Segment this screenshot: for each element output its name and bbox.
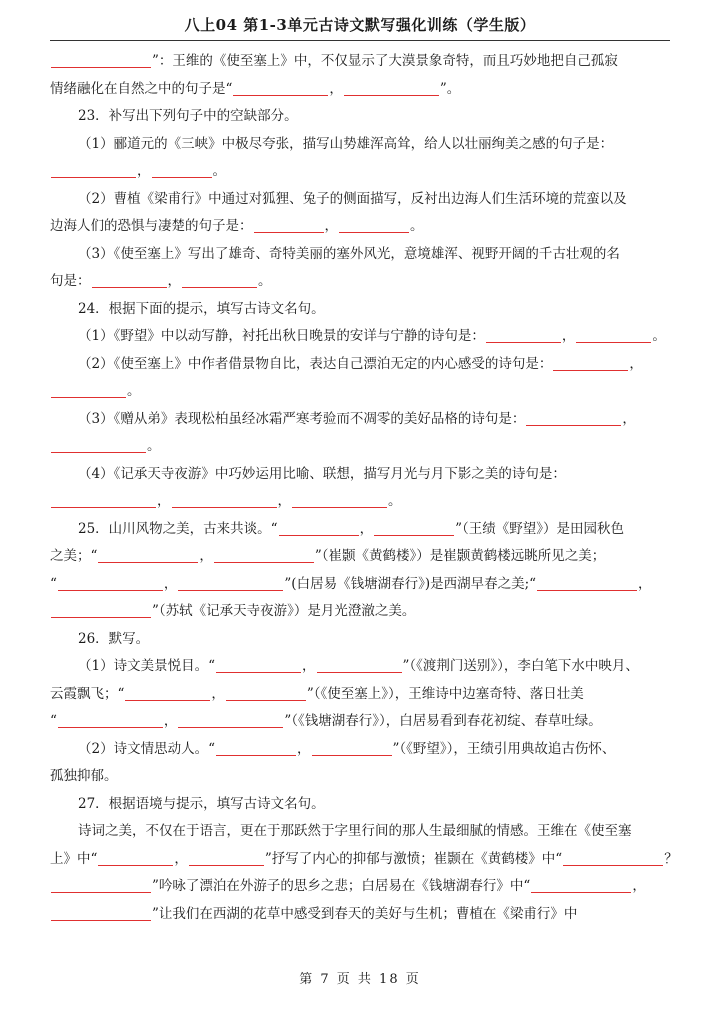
answer-blank[interactable] <box>374 519 454 536</box>
answer-blank[interactable] <box>279 519 359 536</box>
answer-blank[interactable] <box>344 79 439 96</box>
line-text: （4）《记承天寺夜游》中巧妙运用比喻、联想，描写月光与月下影之美的诗句是： <box>78 465 566 482</box>
text-line <box>50 653 670 681</box>
text-line <box>50 681 670 709</box>
header-divider <box>50 40 670 41</box>
answer-blank[interactable] <box>178 711 283 728</box>
line-text: ， <box>329 80 343 97</box>
text-line <box>50 241 670 269</box>
text-line <box>50 296 670 324</box>
answer-blank[interactable] <box>339 216 409 233</box>
text-line <box>50 158 670 186</box>
line-text: ”让我们在西湖的花草中感受到春天的美好与生机；曹植在《梁甫行》中 <box>152 905 578 922</box>
line-text: 情绪融化在自然之中的句子是“ <box>50 80 233 97</box>
answer-blank[interactable] <box>51 436 146 453</box>
line-text: ”：王维的《使至塞上》中，不仅显示了大漠景象奇特，而且巧妙地把自己孤寂 <box>152 53 618 69</box>
line-text: ”（《钱塘湖春行》），白居易看到春花初绽、春草吐绿。 <box>284 713 602 729</box>
line-text: 。 <box>147 438 161 454</box>
line-text: 边海人们的恐惧与凄楚的句子是： <box>50 218 253 234</box>
text-line <box>50 378 670 406</box>
text-line <box>50 873 670 901</box>
answer-blank[interactable] <box>51 876 151 893</box>
answer-blank[interactable] <box>58 574 163 591</box>
line-text: 。 <box>127 383 141 399</box>
line-text: ”（《野望》），王绩引用典故追古伤怀、 <box>392 740 616 757</box>
line-text: （1）郦道元的《三峡》中极尽夸张，描写山势雄浑高耸，给人以壮丽绚美之感的句子是： <box>78 135 614 152</box>
answer-blank[interactable] <box>178 574 283 591</box>
answer-blank[interactable] <box>51 381 126 398</box>
line-text: ， <box>622 410 636 427</box>
answer-blank[interactable] <box>98 546 198 563</box>
line-text: ， <box>199 548 213 564</box>
line-text: “ <box>50 575 57 592</box>
line-text: ”抒写了内心的抑郁与激愤；崔颢在《黄鹤楼》中“ <box>264 850 563 867</box>
line-text: ”（《使至塞上》），王维诗中边塞奇特、落日壮美 <box>306 685 584 702</box>
line-text: 。 <box>652 328 666 344</box>
line-text: （3）《使至塞上》写出了雄奇、奇特美丽的塞外风光，意境雄浑、视野开阔的千古壮观的名 <box>78 245 620 262</box>
answer-blank[interactable] <box>537 574 637 591</box>
line-text: ”(白居易《钱塘湖春行》)是西湖早春之美;“ <box>284 575 537 592</box>
text-line <box>50 76 670 104</box>
line-text: ， <box>174 850 188 867</box>
text-line <box>50 736 670 764</box>
text-line <box>50 186 670 214</box>
answer-blank[interactable] <box>233 79 328 96</box>
line-text: ”（《渡荆门送别》），李白笔下水中映月、 <box>402 658 639 674</box>
line-text: ， <box>277 493 291 509</box>
answer-blank[interactable] <box>51 161 136 178</box>
line-text: 25．山川风物之美，古来共谈。“ <box>78 520 278 537</box>
line-text: 26．默写。 <box>78 630 150 647</box>
line-text: ， <box>297 740 311 757</box>
text-line <box>50 268 670 296</box>
line-text: 上》中“ <box>50 850 98 867</box>
line-text: ， <box>137 163 151 179</box>
answer-blank[interactable] <box>526 409 621 426</box>
line-text: “ <box>50 713 57 729</box>
text-line <box>50 818 670 846</box>
line-text: ”（崔颢《黄鹤楼》）是崔颢黄鹤楼远眺所见之美； <box>314 548 606 564</box>
answer-blank[interactable] <box>51 491 156 508</box>
answer-blank[interactable] <box>172 491 277 508</box>
answer-blank[interactable] <box>216 739 296 756</box>
line-text: ， <box>324 218 338 234</box>
text-line <box>50 488 670 516</box>
answer-blank[interactable] <box>486 326 561 343</box>
text-line <box>50 901 670 929</box>
worksheet-body <box>50 48 678 928</box>
line-text: ”（王绩《野望》）是田园秋色 <box>455 520 624 537</box>
line-text: ”（苏轼《记承天寺夜游》）是月光澄澈之美。 <box>152 603 416 619</box>
line-text: （3）《赠从弟》表现松柏虽经冰霜严寒考验而不凋零的美好品格的诗句是： <box>78 410 526 427</box>
answer-blank[interactable] <box>226 684 306 701</box>
line-text: ”吟咏了漂泊在外游子的思乡之悲；白居易在《钱塘湖春行》中“ <box>152 878 531 894</box>
answer-blank[interactable] <box>92 271 167 288</box>
answer-blank[interactable] <box>216 656 301 673</box>
line-text: ， <box>163 575 178 592</box>
line-text: ， <box>211 685 225 702</box>
text-line <box>50 763 670 791</box>
line-text: ， <box>632 878 646 894</box>
line-text: 之美；“ <box>50 548 98 564</box>
text-line <box>50 406 670 434</box>
line-text: ， <box>163 713 178 729</box>
answer-blank[interactable] <box>292 491 387 508</box>
text-line <box>50 213 670 241</box>
answer-blank[interactable] <box>58 711 163 728</box>
text-line <box>50 433 670 461</box>
line-text: 。 <box>212 163 226 179</box>
answer-blank[interactable] <box>531 876 631 893</box>
line-text: （1）《野望》中以动写静，衬托出秋日晚景的安详与宁静的诗句是： <box>78 328 485 344</box>
answer-blank[interactable] <box>189 849 264 866</box>
page-title: 八上04 第1-3单元古诗文默写强化训练（学生版） <box>184 16 536 34</box>
line-text: 。 <box>410 218 424 234</box>
line-text: （2）《使至塞上》中作者借景物自比，表达自己漂泊无定的内心感受的诗句是： <box>78 355 553 372</box>
line-text: 23．补写出下列句子中的空缺部分。 <box>78 108 298 124</box>
text-line <box>50 598 670 626</box>
line-text: 。 <box>258 273 272 289</box>
line-text: 诗词之美，不仅在于语言，更在于那跃然于字里行间的那人生最细腻的情感。王维在《使至塞 <box>78 823 632 839</box>
answer-blank[interactable] <box>125 684 210 701</box>
line-text: ， <box>638 575 652 592</box>
line-text: ”。 <box>439 80 461 97</box>
page-number: 第 7 页 共 18 页 <box>299 972 421 987</box>
text-line <box>50 461 670 489</box>
line-text: （2）曹植《梁甫行》中通过对狐狸、兔子的侧面描写，反衬出边海人们生活环境的荒蛮以及 <box>78 190 627 207</box>
text-line <box>50 708 670 736</box>
answer-blank[interactable] <box>214 546 314 563</box>
answer-blank[interactable] <box>51 904 151 921</box>
text-line <box>50 571 670 599</box>
line-text: 句是： <box>50 273 91 289</box>
answer-blank[interactable] <box>98 849 173 866</box>
answer-blank[interactable] <box>254 216 324 233</box>
line-text: 。 <box>388 493 402 509</box>
answer-blank[interactable] <box>51 601 151 618</box>
answer-blank[interactable] <box>182 271 257 288</box>
line-text: ， <box>359 520 374 537</box>
answer-blank[interactable] <box>563 849 663 866</box>
answer-blank[interactable] <box>51 51 151 68</box>
line-text: （1）诗文美景悦目。“ <box>78 658 215 674</box>
text-line <box>50 846 678 874</box>
text-line <box>50 351 670 379</box>
text-line <box>50 626 670 654</box>
text-line <box>50 48 670 76</box>
line-text: ， <box>167 273 181 289</box>
answer-blank[interactable] <box>312 739 392 756</box>
line-text: 孤独抑郁。 <box>50 768 118 784</box>
line-text: （2）诗文情思动人。“ <box>78 740 215 757</box>
text-line <box>50 131 670 159</box>
line-text: ， <box>629 355 643 372</box>
answer-blank[interactable] <box>576 326 651 343</box>
text-line <box>50 791 670 819</box>
answer-blank[interactable] <box>152 161 212 178</box>
text-line <box>50 323 670 351</box>
line-text: 27．根据语境与提示，填写古诗文名句。 <box>78 795 325 812</box>
answer-blank[interactable] <box>553 354 628 371</box>
line-text: 云霞飘飞；“ <box>50 685 125 702</box>
line-text: ， <box>302 658 316 674</box>
line-text: ， <box>561 328 576 344</box>
text-line <box>50 516 670 544</box>
line-text: ？ <box>664 850 678 867</box>
text-line <box>50 543 670 571</box>
text-line <box>50 103 670 131</box>
answer-blank[interactable] <box>317 656 402 673</box>
line-text: 24．根据下面的提示，填写古诗文名句。 <box>78 300 325 317</box>
line-text: ， <box>157 493 171 509</box>
